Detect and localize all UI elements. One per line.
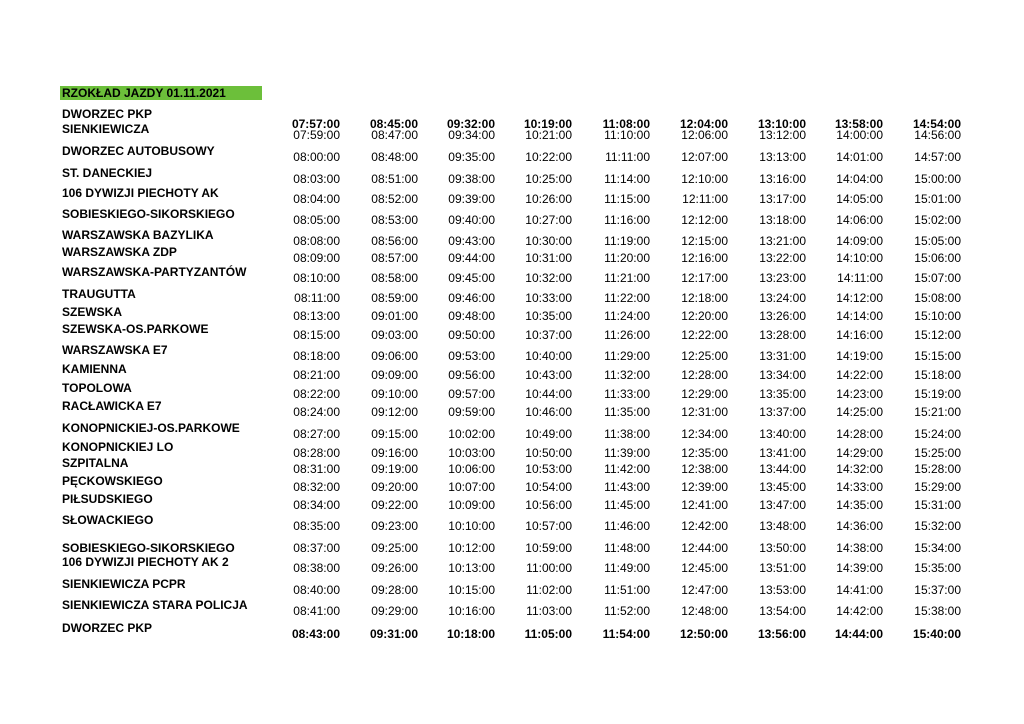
departure-time: 15:31:00 — [914, 498, 961, 512]
departure-time: 13:41:00 — [759, 446, 806, 460]
stop-name: WARSZAWSKA ZDP — [62, 245, 177, 259]
departure-time: 13:22:00 — [759, 251, 806, 265]
stop-name: SIENKIEWICZA — [62, 122, 150, 136]
departure-time: 12:15:00 — [681, 234, 728, 248]
departure-time: 14:11:00 — [837, 271, 883, 285]
departure-time: 09:16:00 — [371, 446, 418, 460]
departure-time: 11:32:00 — [604, 368, 650, 382]
departure-time: 12:07:00 — [681, 150, 728, 164]
departure-time: 14:19:00 — [836, 349, 883, 363]
departure-time: 09:57:00 — [448, 387, 495, 401]
departure-time: 15:24:00 — [914, 427, 961, 441]
departure-time: 10:30:00 — [525, 234, 572, 248]
departure-time: 13:21:00 — [759, 234, 806, 248]
departure-time: 10:53:00 — [525, 462, 572, 476]
stop-name: ST. DANECKIEJ — [62, 166, 153, 180]
stop-name: SIENKIEWICZA STARA POLICJA — [62, 598, 248, 612]
departure-time: 12:47:00 — [681, 583, 728, 597]
departure-time: 10:37:00 — [525, 328, 572, 342]
departure-time: 13:44:00 — [759, 462, 806, 476]
table-row — [0, 598, 1024, 620]
departure-time: 15:08:00 — [914, 291, 961, 305]
table-row — [0, 440, 1024, 462]
departure-time: 15:00:00 — [914, 172, 961, 186]
departure-time: 11:10:00 — [604, 128, 650, 142]
departure-time: 09:32:00 — [446, 117, 495, 131]
departure-time: 14:56:00 — [914, 128, 961, 142]
departure-time: 14:01:00 — [836, 150, 883, 164]
stop-name: KONOPNICKIEJ-OS.PARKOWE — [62, 421, 240, 435]
departure-time: 10:59:00 — [525, 541, 572, 555]
departure-time: 12:12:00 — [681, 213, 728, 227]
departure-time: 10:56:00 — [525, 498, 572, 512]
departure-time: 12:18:00 — [681, 291, 728, 305]
departure-time: 15:02:00 — [914, 213, 961, 227]
table-row — [0, 322, 1024, 344]
stop-name: 106 DYWIZJI PIECHOTY AK 2 — [62, 555, 229, 569]
departure-time: 08:40:00 — [293, 583, 340, 597]
departure-time: 11:22:00 — [604, 291, 650, 305]
departure-time: 14:05:00 — [836, 192, 883, 206]
stop-name: SZEWSKA-OS.PARKOWE — [62, 322, 209, 336]
departure-time: 09:20:00 — [371, 480, 418, 494]
departure-time: 12:44:00 — [681, 541, 728, 555]
departure-time: 10:19:00 — [523, 117, 572, 131]
departure-time: 11:08:00 — [602, 117, 650, 131]
stop-name: RACŁAWICKA E7 — [62, 399, 162, 413]
departure-time: 10:57:00 — [525, 519, 572, 533]
departure-time: 15:15:00 — [914, 349, 961, 363]
departure-time: 09:06:00 — [371, 349, 418, 363]
departure-time: 13:45:00 — [759, 480, 806, 494]
departure-time: 10:12:00 — [448, 541, 495, 555]
departure-time: 12:16:00 — [681, 251, 728, 265]
departure-time: 13:40:00 — [759, 427, 806, 441]
stop-name: TRAUGUTTA — [62, 287, 136, 301]
stop-name: SŁOWACKIEGO — [62, 513, 154, 527]
departure-time: 08:59:00 — [371, 291, 418, 305]
departure-time: 10:16:00 — [448, 604, 495, 618]
departure-time: 12:28:00 — [681, 368, 728, 382]
departure-time: 15:06:00 — [914, 251, 961, 265]
departure-time: 09:44:00 — [448, 251, 495, 265]
table-row — [0, 399, 1024, 421]
departure-time: 09:45:00 — [448, 271, 495, 285]
departure-time: 11:26:00 — [604, 328, 650, 342]
table-row — [0, 186, 1024, 208]
departure-time: 15:40:00 — [912, 627, 961, 641]
departure-time: 08:13:00 — [293, 309, 340, 323]
departure-time: 13:24:00 — [759, 291, 806, 305]
departure-time: 11:35:00 — [604, 405, 650, 419]
departure-time: 08:31:00 — [293, 462, 340, 476]
departure-time: 11:19:00 — [604, 234, 650, 248]
departure-time: 10:43:00 — [525, 368, 572, 382]
departure-time: 13:34:00 — [759, 368, 806, 382]
departure-time: 09:48:00 — [448, 309, 495, 323]
departure-time: 09:35:00 — [448, 150, 495, 164]
departure-time: 14:25:00 — [836, 405, 883, 419]
departure-time: 08:58:00 — [371, 271, 418, 285]
departure-time: 09:34:00 — [448, 128, 495, 142]
departure-time: 13:23:00 — [759, 271, 806, 285]
stop-name: WARSZAWSKA-PARTYZANTÓW — [62, 265, 247, 279]
table-row — [0, 343, 1024, 365]
departure-time: 10:31:00 — [525, 251, 572, 265]
stop-name: SZPITALNA — [62, 456, 129, 470]
departure-time: 10:49:00 — [525, 427, 572, 441]
departure-time: 14:36:00 — [836, 519, 883, 533]
departure-time: 09:22:00 — [371, 498, 418, 512]
departure-time: 14:35:00 — [836, 498, 883, 512]
departure-time: 09:39:00 — [448, 192, 495, 206]
departure-time: 14:33:00 — [836, 480, 883, 494]
departure-time: 09:50:00 — [448, 328, 495, 342]
table-row — [0, 492, 1024, 514]
departure-time: 09:38:00 — [448, 172, 495, 186]
departure-time: 11:54:00 — [602, 627, 650, 641]
departure-time: 10:33:00 — [525, 291, 572, 305]
departure-time: 12:34:00 — [681, 427, 728, 441]
departure-time: 09:10:00 — [371, 387, 418, 401]
departure-time: 07:59:00 — [293, 128, 340, 142]
departure-time: 15:01:00 — [914, 192, 961, 206]
departure-time: 13:13:00 — [759, 150, 806, 164]
departure-time: 14:00:00 — [836, 128, 883, 142]
departure-time: 08:21:00 — [293, 368, 340, 382]
departure-time: 08:38:00 — [293, 561, 340, 575]
departure-time: 13:12:00 — [759, 128, 806, 142]
departure-time: 14:16:00 — [836, 328, 883, 342]
departure-time: 09:01:00 — [371, 309, 418, 323]
departure-time: 10:26:00 — [525, 192, 572, 206]
stop-name: 106 DYWIZJI PIECHOTY AK — [62, 186, 219, 200]
departure-time: 11:24:00 — [604, 309, 650, 323]
table-row — [0, 513, 1024, 535]
departure-time: 12:10:00 — [681, 172, 728, 186]
departure-time: 14:10:00 — [836, 251, 883, 265]
departure-time: 15:35:00 — [914, 561, 961, 575]
departure-time: 09:46:00 — [448, 291, 495, 305]
departure-time: 10:32:00 — [525, 271, 572, 285]
departure-time: 13:28:00 — [759, 328, 806, 342]
stop-name: DWORZEC AUTOBUSOWY — [62, 144, 215, 158]
departure-time: 10:07:00 — [448, 480, 495, 494]
departure-time: 08:52:00 — [371, 192, 418, 206]
departure-time: 08:03:00 — [293, 172, 340, 186]
table-row — [0, 577, 1024, 599]
departure-time: 09:53:00 — [448, 349, 495, 363]
departure-time: 14:09:00 — [836, 234, 883, 248]
departure-time: 08:04:00 — [293, 192, 340, 206]
departure-time: 10:27:00 — [525, 213, 572, 227]
departure-time: 09:40:00 — [448, 213, 495, 227]
departure-time: 11:29:00 — [604, 349, 650, 363]
departure-time: 14:12:00 — [836, 291, 883, 305]
departure-time: 10:40:00 — [525, 349, 572, 363]
stop-name: WARSZAWSKA E7 — [62, 343, 168, 357]
departure-time: 11:33:00 — [604, 387, 650, 401]
table-row — [0, 362, 1024, 384]
departure-time: 12:17:00 — [681, 271, 728, 285]
departure-time: 11:16:00 — [604, 213, 650, 227]
departure-time: 08:18:00 — [293, 349, 340, 363]
stop-name: KAMIENNA — [62, 362, 127, 376]
departure-time: 08:05:00 — [293, 213, 340, 227]
departure-time: 13:54:00 — [759, 604, 806, 618]
departure-time: 15:18:00 — [914, 368, 961, 382]
departure-time: 11:42:00 — [604, 462, 650, 476]
departure-time: 08:41:00 — [293, 604, 340, 618]
departure-time: 08:34:00 — [293, 498, 340, 512]
departure-time: 10:09:00 — [448, 498, 495, 512]
departure-time: 11:02:00 — [526, 583, 572, 597]
departure-time: 10:21:00 — [525, 128, 572, 142]
departure-time: 11:38:00 — [604, 427, 650, 441]
departure-time: 08:22:00 — [293, 387, 340, 401]
stop-name: DWORZEC PKP — [62, 107, 152, 121]
departure-time: 15:25:00 — [914, 446, 961, 460]
table-row — [0, 621, 1024, 643]
departure-time: 08:00:00 — [293, 150, 340, 164]
departure-time: 11:49:00 — [604, 561, 650, 575]
departure-time: 10:25:00 — [525, 172, 572, 186]
departure-time: 09:19:00 — [371, 462, 418, 476]
departure-time: 10:13:00 — [448, 561, 495, 575]
departure-time: 09:12:00 — [371, 405, 418, 419]
departure-time: 14:54:00 — [912, 117, 961, 131]
departure-time: 09:26:00 — [371, 561, 418, 575]
table-row — [0, 555, 1024, 577]
departure-time: 11:20:00 — [604, 251, 650, 265]
departure-time: 08:27:00 — [293, 427, 340, 441]
departure-time: 14:23:00 — [836, 387, 883, 401]
departure-time: 11:05:00 — [524, 627, 572, 641]
departure-time: 11:11:00 — [605, 150, 650, 164]
stop-name: WARSZAWSKA BAZYLIKA — [62, 228, 214, 242]
departure-time: 13:53:00 — [759, 583, 806, 597]
departure-time: 08:28:00 — [293, 446, 340, 460]
departure-time: 15:07:00 — [914, 271, 961, 285]
departure-time: 13:31:00 — [759, 349, 806, 363]
departure-time: 11:00:00 — [526, 561, 572, 575]
departure-time: 12:04:00 — [679, 117, 728, 131]
departure-time: 11:21:00 — [604, 271, 650, 285]
departure-time: 14:57:00 — [914, 150, 961, 164]
departure-time: 12:35:00 — [681, 446, 728, 460]
departure-time: 13:50:00 — [759, 541, 806, 555]
stop-name: SZEWSKA — [62, 305, 122, 319]
departure-time: 14:39:00 — [836, 561, 883, 575]
departure-time: 10:46:00 — [525, 405, 572, 419]
departure-time: 08:47:00 — [371, 128, 418, 142]
departure-time: 10:50:00 — [525, 446, 572, 460]
departure-time: 11:15:00 — [604, 192, 650, 206]
departure-time: 12:50:00 — [679, 627, 728, 641]
stop-name: TOPOLOWA — [62, 381, 132, 395]
departure-time: 08:08:00 — [293, 234, 340, 248]
departure-time: 14:42:00 — [836, 604, 883, 618]
departure-time: 09:09:00 — [371, 368, 418, 382]
departure-time: 08:45:00 — [369, 117, 418, 131]
departure-time: 12:45:00 — [681, 561, 728, 575]
departure-time: 09:43:00 — [448, 234, 495, 248]
departure-time: 11:52:00 — [604, 604, 650, 618]
departure-time: 08:09:00 — [293, 251, 340, 265]
departure-time: 12:31:00 — [681, 405, 728, 419]
departure-time: 15:37:00 — [914, 583, 961, 597]
departure-time: 11:51:00 — [604, 583, 650, 597]
stop-name: KONOPNICKIEJ LO — [62, 440, 174, 454]
table-row — [0, 207, 1024, 229]
departure-time: 13:37:00 — [759, 405, 806, 419]
departure-time: 11:14:00 — [604, 172, 650, 186]
departure-time: 11:45:00 — [604, 498, 650, 512]
departure-time: 09:23:00 — [371, 519, 418, 533]
departure-time: 08:56:00 — [371, 234, 418, 248]
departure-time: 15:32:00 — [914, 519, 961, 533]
departure-time: 10:10:00 — [448, 519, 495, 533]
departure-time: 13:10:00 — [757, 117, 806, 131]
departure-time: 14:29:00 — [836, 446, 883, 460]
stop-name: SOBIESKIEGO-SIKORSKIEGO — [62, 207, 235, 221]
departure-time: 15:29:00 — [914, 480, 961, 494]
departure-time: 14:38:00 — [836, 541, 883, 555]
departure-time: 12:29:00 — [681, 387, 728, 401]
departure-time: 08:15:00 — [293, 328, 340, 342]
departure-time: 09:28:00 — [371, 583, 418, 597]
stop-name: SIENKIEWICZA PCPR — [62, 577, 186, 591]
departure-time: 09:03:00 — [371, 328, 418, 342]
table-row — [0, 474, 1024, 496]
departure-time: 08:43:00 — [291, 627, 340, 641]
departure-time: 08:11:00 — [294, 291, 340, 305]
departure-time: 10:22:00 — [525, 150, 572, 164]
departure-time: 10:02:00 — [448, 427, 495, 441]
departure-time: 09:59:00 — [448, 405, 495, 419]
departure-time: 12:48:00 — [681, 604, 728, 618]
departure-time: 14:28:00 — [836, 427, 883, 441]
departure-time: 08:10:00 — [293, 271, 340, 285]
departure-time: 11:46:00 — [604, 519, 650, 533]
stop-name: DWORZEC PKP — [62, 621, 152, 635]
departure-time: 12:25:00 — [681, 349, 728, 363]
departure-time: 10:54:00 — [525, 480, 572, 494]
departure-time: 10:18:00 — [446, 627, 495, 641]
departure-time: 08:32:00 — [293, 480, 340, 494]
departure-time: 08:24:00 — [293, 405, 340, 419]
departure-time: 08:37:00 — [293, 541, 340, 555]
departure-time: 13:58:00 — [834, 117, 883, 131]
departure-time: 08:57:00 — [371, 251, 418, 265]
departure-time: 15:34:00 — [914, 541, 961, 555]
departure-time: 15:38:00 — [914, 604, 961, 618]
departure-time: 12:11:00 — [682, 192, 728, 206]
stop-name: PIŁSUDSKIEGO — [62, 492, 153, 506]
departure-time: 15:05:00 — [914, 234, 961, 248]
departure-time: 11:43:00 — [604, 480, 650, 494]
departure-time: 08:48:00 — [371, 150, 418, 164]
departure-time: 13:56:00 — [757, 627, 806, 641]
departure-time: 14:22:00 — [836, 368, 883, 382]
stop-name: PĘCKOWSKIEGO — [62, 474, 163, 488]
table-row — [0, 287, 1024, 307]
table-row — [0, 265, 1024, 287]
departure-time: 15:12:00 — [914, 328, 961, 342]
departure-time: 09:25:00 — [371, 541, 418, 555]
departure-time: 10:15:00 — [448, 583, 495, 597]
departure-time: 08:53:00 — [371, 213, 418, 227]
departure-time: 12:20:00 — [681, 309, 728, 323]
table-row — [0, 144, 1024, 166]
departure-time: 13:16:00 — [759, 172, 806, 186]
departure-time: 08:51:00 — [371, 172, 418, 186]
departure-time: 13:47:00 — [759, 498, 806, 512]
departure-time: 09:56:00 — [448, 368, 495, 382]
departure-time: 14:06:00 — [836, 213, 883, 227]
departure-time: 13:35:00 — [759, 387, 806, 401]
departure-time: 15:28:00 — [914, 462, 961, 476]
departure-time: 09:15:00 — [371, 427, 418, 441]
departure-time: 13:17:00 — [759, 192, 806, 206]
departure-time: 12:39:00 — [681, 480, 728, 494]
departure-time: 11:48:00 — [604, 541, 650, 555]
departure-time: 14:41:00 — [836, 583, 883, 597]
departure-time: 12:41:00 — [681, 498, 728, 512]
stop-name: SOBIESKIEGO-SIKORSKIEGO — [62, 541, 235, 555]
departure-time: 15:21:00 — [914, 405, 961, 419]
departure-time: 10:03:00 — [448, 446, 495, 460]
departure-time: 15:10:00 — [914, 309, 961, 323]
departure-time: 11:03:00 — [526, 604, 572, 618]
departure-time: 10:44:00 — [525, 387, 572, 401]
departure-time: 15:19:00 — [914, 387, 961, 401]
departure-time: 14:44:00 — [834, 627, 883, 641]
departure-time: 12:22:00 — [681, 328, 728, 342]
departure-time: 11:39:00 — [604, 446, 650, 460]
timetable-title: RZOKŁAD JAZDY 01.11.2021 — [60, 86, 262, 100]
departure-time: 13:26:00 — [759, 309, 806, 323]
departure-time: 13:18:00 — [759, 213, 806, 227]
departure-time: 08:35:00 — [293, 519, 340, 533]
departure-time: 12:38:00 — [681, 462, 728, 476]
departure-time: 12:42:00 — [681, 519, 728, 533]
departure-time: 14:14:00 — [836, 309, 883, 323]
departure-time: 12:06:00 — [681, 128, 728, 142]
departure-time: 07:57:00 — [291, 117, 340, 131]
departure-time: 13:51:00 — [759, 561, 806, 575]
departure-time: 10:35:00 — [525, 309, 572, 323]
departure-time: 09:31:00 — [369, 627, 418, 641]
departure-time: 10:06:00 — [448, 462, 495, 476]
departure-time: 13:48:00 — [759, 519, 806, 533]
departure-time: 14:32:00 — [836, 462, 883, 476]
departure-time: 14:04:00 — [836, 172, 883, 186]
departure-time: 09:29:00 — [371, 604, 418, 618]
